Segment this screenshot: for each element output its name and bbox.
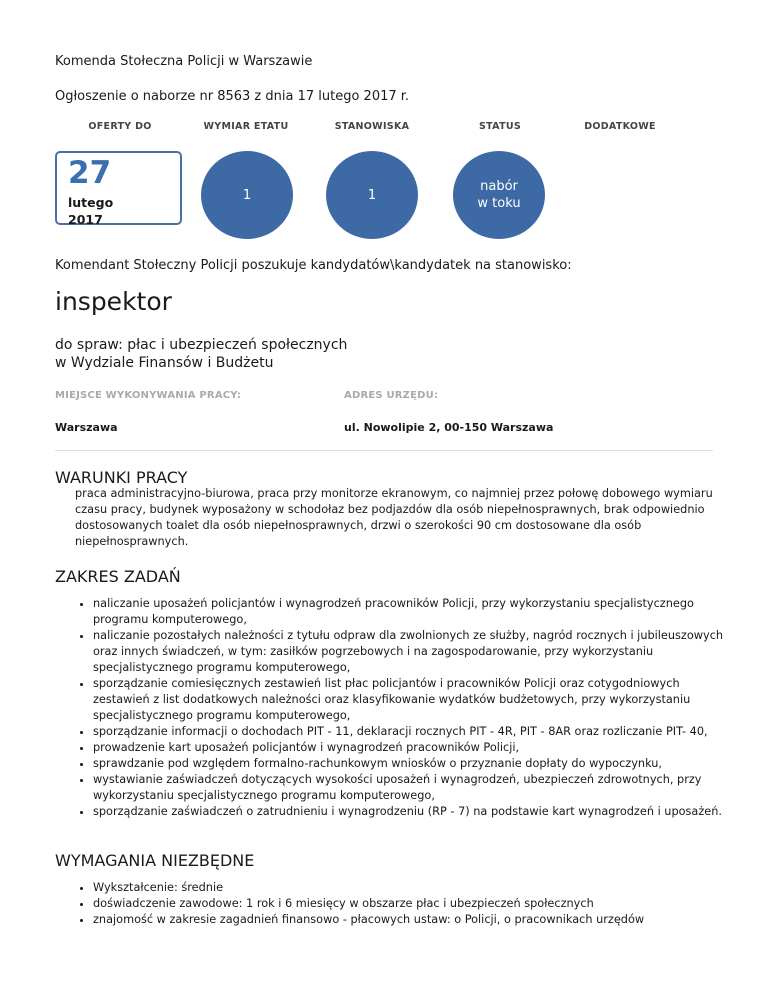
workplace-value: Warszawa	[55, 421, 118, 434]
col-header-workload: WYMIAR ETATU	[203, 121, 289, 132]
divider	[55, 450, 713, 451]
col-header-positions: STANOWISKA	[334, 121, 410, 132]
tasks-heading: ZAKRES ZADAŃ	[55, 567, 181, 586]
deadline-date-box	[55, 151, 182, 225]
announcement-line: Ogłoszenie o naborze nr 8563 z dnia 17 lutego 2017 r.	[55, 89, 410, 104]
position-title: inspektor	[55, 287, 172, 316]
position-scope: do spraw: płac i ubezpieczeń społecznych	[55, 337, 348, 353]
workplace-label: MIEJSCE WYKONYWANIA PRACY:	[55, 390, 242, 401]
col-header-additional: DODATKOWE	[584, 121, 656, 132]
office-address-label: ADRES URZĘDU:	[344, 390, 439, 401]
positions-value: 1	[367, 187, 377, 203]
deadline-day: 27	[68, 155, 112, 191]
col-header-status: STATUS	[478, 121, 522, 132]
conditions-text: praca administracyjno-biurowa, praca przy monitorze ekranowym, co najmniej przez połowę dobowego wymiaru czasu pracy, budynek wyposażony w schodołaz bez podjazdów dla osób niepełnosprawnych, brak odpowiednio dostosowanych toalet dla osób niepełnosprawnych, drzwi o szerokości 90 cm dostosowane dla osób niepełnosprawnych.	[75, 487, 713, 548]
office-address-value: ul. Nowolipie 2, 00-150 Warszawa	[344, 421, 554, 434]
list-item: • wystawianie zaświadczeń dotyczących wysokości uposażeń i wynagrodzeń, ubezpieczeń zdrowotnych, przy wykorzystaniu specjalistycznego programu komputerowego,	[93, 772, 725, 804]
list-item: • sporządzanie zaświadczeń o zatrudnieniu i wynagrodzeniu (RP - 7) na podstawie kart wynagrodzeń i uposażeń.	[93, 804, 725, 820]
list-item: • sprawdzanie pod względem formalno-rachunkowym wniosków o przyznanie dopłaty do wypoczynku,	[93, 756, 725, 772]
list-item: • sporządzanie comiesięcznych zestawień list płac policjantów i pracowników Policji oraz cotygodniowych zestawień z list dodatkowych należności oraz klasyfikowanie wydatków budżetowych, przy wykorzystaniu specjalistycznego programu komputerowego,	[93, 676, 725, 724]
list-item: • naliczanie pozostałych należności z tytułu odpraw dla zwolnionych ze służby, nagród rocznych i jubileuszowych oraz innych świadczeń, w tym: zasiłków pogrzebowych i na zagospodarowanie, przy wykorzystaniu specjalistycznego programu komputerowego,	[93, 628, 725, 676]
col-header-deadline: OFERTY DO	[88, 121, 152, 132]
list-item: • Wykształcenie: średnie	[93, 880, 725, 896]
workload-value: 1	[242, 187, 252, 203]
list-item: • sporządzanie informacji o dochodach PIT - 11, deklaracji rocznych PIT - 4R, PIT - 8AR oraz rozliczanie PIT- 40,	[93, 724, 725, 740]
tasks-list	[55, 596, 725, 820]
requirements-list	[55, 880, 725, 928]
list-item: • doświadczenie zawodowe: 1 rok i 6 miesięcy w obszarze płac i ubezpieczeń społecznych	[93, 896, 725, 912]
organization-name: Komenda Stołeczna Policji w Warszawie	[55, 54, 313, 69]
status-value: nabór w toku	[477, 179, 521, 211]
list-item: • naliczanie uposażeń policjantów i wynagrodzeń pracowników Policji, przy wykorzystaniu specjalistycznego programu komputerowego,	[93, 596, 725, 628]
position-department: w Wydziale Finansów i Budżetu	[55, 355, 274, 371]
deadline-month: lutego	[68, 195, 114, 210]
list-item: • prowadzenie kart uposażeń policjantów i wynagrodzeń pracowników Policji,	[93, 740, 725, 756]
positions-badge	[326, 151, 418, 239]
workload-badge	[201, 151, 293, 239]
intro-text: Komendant Stołeczny Policji poszukuje kandydatów\kandydatek na stanowisko:	[55, 258, 572, 273]
status-badge	[453, 151, 545, 239]
deadline-year: 2017	[68, 212, 103, 227]
requirements-heading: WYMAGANIA NIEZBĘDNE	[55, 851, 255, 870]
list-item: • znajomość w zakresie zagadnień finansowo - płacowych ustaw: o Policji, o pracownikach urzędów	[93, 912, 725, 928]
conditions-heading: WARUNKI PRACY	[55, 468, 188, 487]
